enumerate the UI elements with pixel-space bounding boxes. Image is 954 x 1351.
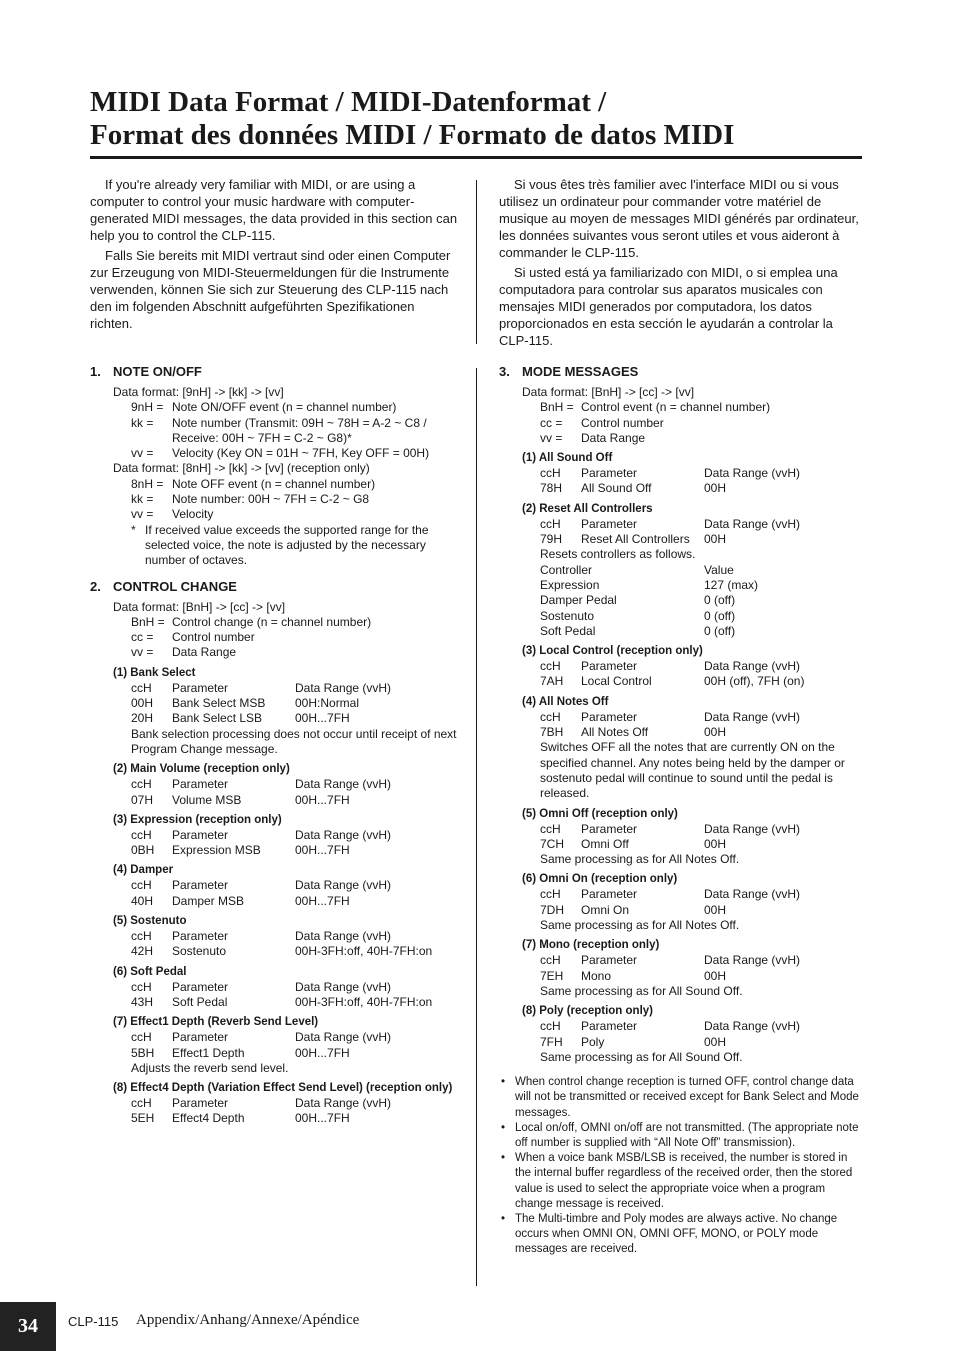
definition-value: Control number [581,415,664,430]
cell-parameter: Sostenuto [172,944,227,959]
definition-row [131,477,458,492]
cell-parameter: All Sound Off [581,481,652,496]
definition-list [131,615,458,661]
definition-key: kk = [131,492,154,507]
subsection-title: (1) Bank Select [113,666,196,679]
bullet-text: When control change reception is turned OFF, control change data will not be transmitted or received except for Bank Select and Mode messages. [515,1076,859,1119]
footer-model: CLP-115 [68,1314,119,1329]
table-row [540,903,863,918]
item-note: Switches OFF all the notes that are currently ON on the specified channel. Any notes being held by the damper or sostenuto pedal will continue to sound until the pedal is released. [540,740,845,801]
footnote [131,523,458,569]
intro-german: Falls Sie bereits mit MIDI vertraut sind oder einen Computer zur Erzeugung von MIDI-Steuermeldungen für die Instrumente verwenden, können Sie sich zur Steuerung des CLP-115 nach den im folgenden Abschnitt aufgeführten Spezifikationen richten. [90,248,451,331]
cell-parameter: Bank Select LSB [172,711,263,726]
item-note: Same processing as for All Sound Off. [540,983,743,998]
definition-row [131,446,458,461]
cell-data-range: 00H:Normal [295,696,360,711]
subsection-title: (6) Omni On (reception only) [522,873,678,886]
table-row [540,481,863,496]
cell-parameter: Effect4 Depth [172,1111,245,1126]
column-header: ccH [131,777,152,792]
column-header: ccH [131,1096,152,1111]
cell-control-number: 43H [131,994,154,1009]
section-title: NOTE ON/OFF [113,364,202,379]
table-header [540,1019,863,1034]
data-format: Data format: [8nH] -> [kk] -> [vv] (reception only) [113,461,370,476]
notes-list [499,1075,863,1257]
column-header: Data Range (vvH) [704,659,801,674]
data-format: Data format: [9nH] -> [kk] -> [vv] [113,385,284,399]
cell-control-number: 42H [131,944,154,959]
column-header: ccH [131,929,152,944]
table-row [131,995,458,1010]
cell-control-number: 7EH [540,968,564,983]
title-line-2: Format des données MIDI / Formato de datos MIDI [90,119,735,151]
column-header: Data Range (vvH) [295,680,392,695]
column-header: ccH [540,1019,561,1034]
cell-control-number: 5BH [131,1045,155,1060]
bullet-item [499,1121,863,1151]
subsection-title: (5) Sostenuto [113,915,187,928]
cell-parameter: Bank Select MSB [172,696,266,711]
intro-left [90,176,458,335]
column-header: Data Range (vvH) [704,953,801,968]
column-header: Parameter [581,659,638,674]
column-header: Data Range (vvH) [295,1030,392,1045]
cell-parameter: Omni Off [581,836,629,851]
column-header: Parameter [172,878,229,893]
section-number: 1. [90,364,101,379]
bullet-mark: • [501,1152,506,1165]
definition-value: Note ON/OFF event (n = channel number) [172,400,397,415]
intro-spanish: Si usted está ya familiarizado con MIDI, o si emplea una computadora para controlar sus aparatos musicales con mensajes MIDI generados por computadora, los datos proporcionados en esta sección le ayudarán a controlar la CLP-115. [499,265,838,348]
section-number: 3. [499,364,510,379]
table-row [131,894,458,909]
definition-key: cc = [540,415,563,430]
mode-message-items [499,451,863,1065]
definition-key: cc = [131,630,154,645]
column-header: ccH [131,878,152,893]
definition-value: Control change (n = channel number) [172,614,372,629]
table-row [540,969,863,984]
column-header: Parameter [172,777,229,792]
definition-key: BnH = [131,614,165,629]
cell-data-range: 00H...7FH [295,1045,350,1060]
controller-value: 0 (off) [704,608,736,623]
column-header: ccH [540,887,561,902]
column-header: Data Range (vvH) [295,929,392,944]
definition-value: Velocity [172,507,214,522]
definition-value: Control event (n = channel number) [581,400,771,415]
definition-value: Control number [172,630,255,645]
subsection-title: (3) Local Control (reception only) [522,645,703,658]
definition-value: Note OFF event (n = channel number) [172,476,376,491]
table-row [131,793,458,808]
definition-value: Note number: 00H ~ 7FH = C-2 ~ G8 [172,492,370,507]
title-rule [90,156,862,159]
definition-list [131,477,458,523]
cell-control-number: 7DH [540,902,565,917]
page-number: 34 [0,1302,56,1351]
table-row [131,1111,458,1126]
cell-control-number: 7BH [540,725,564,740]
table-header [540,710,863,725]
definition-key: BnH = [540,400,574,415]
controller-row [540,563,863,578]
footer-section: Appendix/Anhang/Annexe/Apéndice [136,1312,360,1328]
subsection-title: (3) Expression (reception only) [113,813,282,826]
definition-row [131,400,458,415]
table-header [131,878,458,893]
column-header: Parameter [172,680,229,695]
column-header: ccH [131,1030,152,1045]
cell-control-number: 78H [540,481,563,496]
right-column [499,364,863,1258]
bullet-text: The Multi-timbre and Poly modes are always active. No change occurs when OMNI ON, OMNI OFF, MONO, or POLY mode messages are received. [515,1212,838,1256]
definition-row [131,492,458,507]
column-header: Data Range (vvH) [295,878,392,893]
table-header [131,1030,458,1045]
cell-parameter: All Notes Off [581,725,649,740]
bullet-item [499,1075,863,1121]
cell-control-number: 5EH [131,1111,155,1126]
controller-name: Sostenuto [540,608,595,623]
definition-key: vv = [131,507,154,522]
cell-control-number: 7AH [540,674,564,689]
cell-control-number: 00H [131,696,154,711]
cell-data-range: 00H [704,481,727,496]
item-note: Resets controllers as follows. [540,547,696,562]
table-header [131,777,458,792]
cell-parameter: Effect1 Depth [172,1045,245,1060]
table-row [540,532,863,547]
definition-value: Note number (Transmit: 09H ~ 78H = A-2 ~ C8 / Receive: 00H ~ 7FH = C-2 ~ G8)* [172,415,427,445]
section-heading-note-on-off [90,364,458,380]
cell-parameter: Poly [581,1034,605,1049]
column-header: ccH [540,953,561,968]
cell-control-number: 07H [131,792,154,807]
cell-data-range: 00H [704,836,727,851]
controller-row [540,624,863,639]
footnote-mark: * [131,522,136,537]
table-row [131,696,458,711]
column-header: Parameter [172,827,229,842]
definition-row [131,615,458,630]
controller-row [540,609,863,624]
cell-parameter: Damper MSB [172,893,245,908]
subsection-title: (4) All Notes Off [522,695,609,708]
cell-data-range: 00H...7FH [295,1111,350,1126]
controller-value: 0 (off) [704,623,736,638]
column-header: Data Range (vvH) [704,709,801,724]
controller-name: Soft Pedal [540,623,596,638]
left-column [90,364,458,1127]
data-format: Data format: [BnH] -> [cc] -> [vv] [113,599,286,614]
subsection-title: (8) Poly (reception only) [522,1005,653,1018]
controller-name: Controller [540,562,593,577]
page-title [90,86,862,152]
bullet-mark: • [501,1076,506,1089]
column-header: Parameter [172,1030,229,1045]
column-header: Parameter [581,887,638,902]
data-format: Data format: [BnH] -> [cc] -> [vv] [522,385,695,399]
definition-key: vv = [131,446,154,461]
table-header [131,1096,458,1111]
table-row [540,674,863,689]
bullet-item [499,1212,863,1258]
column-header: Data Range (vvH) [295,979,392,994]
column-header: ccH [540,466,561,481]
column-header: Parameter [581,821,638,836]
cell-data-range: 00H [704,968,727,983]
bullet-mark: • [501,1121,506,1134]
intro-right [499,176,863,352]
subsection-title: (6) Soft Pedal [113,965,187,978]
column-divider [476,368,477,1286]
definition-list [540,400,863,446]
table-row [540,837,863,852]
section-number: 2. [90,578,101,594]
column-header: Parameter [172,979,229,994]
cell-control-number: 7FH [540,1034,563,1049]
controller-value: 127 (max) [704,577,759,592]
definition-value: Velocity (Key ON = 01H ~ 7FH, Key OFF = 00H) [172,446,430,461]
cell-data-range: 00H...7FH [295,893,350,908]
table-header [540,953,863,968]
definition-row [131,630,458,645]
item-note: Bank selection processing does not occur until receipt of next Program Change message. [131,726,457,756]
cell-parameter: Expression MSB [172,843,261,858]
item-note: Same processing as for All Notes Off. [540,852,740,867]
table-header [131,929,458,944]
cell-data-range: 00H...7FH [295,711,350,726]
definition-key: vv = [540,430,563,445]
subsection-title: (1) All Sound Off [522,452,613,465]
bullet-text: When a voice bank MSB/LSB is received, the number is stored in the internal buffer regardless of the received order, then the stored value is used to select the appropriate voice when a program change message is received. [515,1152,853,1210]
column-header: ccH [540,821,561,836]
table-row [540,1035,863,1050]
definition-key: 8nH = [131,476,164,491]
cell-data-range: 00H...7FH [295,792,350,807]
definition-row [131,507,458,522]
column-header: Data Range (vvH) [704,887,801,902]
definition-row [540,431,863,446]
cell-parameter: Mono [581,968,612,983]
cell-control-number: 79H [540,532,563,547]
controller-row [540,578,863,593]
column-header: Parameter [581,1019,638,1034]
controller-row [540,593,863,608]
cell-data-range: 00H [704,1034,727,1049]
column-header: Parameter [581,953,638,968]
column-header: ccH [131,827,152,842]
table-row [131,944,458,959]
column-header: Parameter [581,466,638,481]
cell-data-range: 00H [704,532,727,547]
table-row [131,711,458,726]
column-header: Data Range (vvH) [704,466,801,481]
column-header: ccH [131,680,152,695]
bullet-mark: • [501,1212,506,1225]
cell-control-number: 0BH [131,843,155,858]
cell-data-range: 00H [704,902,727,917]
table-row [131,1046,458,1061]
controller-name: Damper Pedal [540,593,617,608]
table-header [540,887,863,902]
definition-key: vv = [131,645,154,660]
cell-parameter: Reset All Controllers [581,532,690,547]
column-header: Parameter [581,709,638,724]
subsection-title: (2) Reset All Controllers [522,502,653,515]
cell-parameter: Omni On [581,902,630,917]
column-header: Data Range (vvH) [295,827,392,842]
definition-row [131,645,458,660]
cell-data-range: 00H-3FH:off, 40H-7FH:on [295,944,433,959]
bullet-item [499,1151,863,1212]
subsection-title: (2) Main Volume (reception only) [113,763,290,776]
item-note: Adjusts the reverb send level. [131,1060,289,1075]
subsection-title: (4) Damper [113,864,174,877]
table-header [540,466,863,481]
section-heading-mode-messages [499,364,863,380]
table-header [540,659,863,674]
section-title: CONTROL CHANGE [113,578,237,594]
cell-parameter: Volume MSB [172,792,242,807]
table-header [540,517,863,532]
subsection-title: (5) Omni Off (reception only) [522,807,678,820]
column-header: Data Range (vvH) [295,777,392,792]
definition-row [131,416,458,447]
cell-control-number: 7CH [540,836,565,851]
column-header: ccH [131,979,152,994]
subsection-title: (7) Mono (reception only) [522,939,660,952]
column-header: ccH [540,659,561,674]
footnote-text: If received value exceeds the supported range for the selected voice, the note is adjusted by the necessary number of octaves. [145,522,429,568]
definition-list [131,400,458,461]
table-header [131,828,458,843]
section-heading-control-change [90,579,458,595]
controller-value: 0 (off) [704,593,736,608]
cell-control-number: 20H [131,711,154,726]
section-title: MODE MESSAGES [522,364,639,379]
cell-control-number: 40H [131,893,154,908]
definition-key: kk = [131,415,154,430]
column-header: Parameter [172,1096,229,1111]
cell-data-range: 00H (off), 7FH (on) [704,674,805,689]
intro-english: If you're already very familiar with MIDI, or are using a computer to control your music hardware with computer-generated MIDI messages, the data provided in this section can help you to control the CLP-115. [90,177,458,243]
column-header: Data Range (vvH) [704,516,801,531]
column-header: Parameter [172,929,229,944]
subsection-title: (7) Effect1 Depth (Reverb Send Level) [113,1016,319,1029]
item-note: Same processing as for All Sound Off. [540,1049,743,1064]
column-header: Data Range (vvH) [295,1096,392,1111]
item-note: Same processing as for All Notes Off. [540,918,740,933]
intro-divider [476,180,477,344]
cell-data-range: 00H [704,725,727,740]
cell-parameter: Local Control [581,674,652,689]
intro-french: Si vous êtes très familier avec l'interface MIDI ou si vous utilisez un ordinateur pour commander votre matériel de musique au moyen de messages MIDI générés par ordinateur, les données suivantes vous seront utiles et vous aideront à commander le CLP-115. [499,177,859,260]
cell-parameter: Soft Pedal [172,994,228,1009]
table-header [540,822,863,837]
column-header: Data Range (vvH) [704,821,801,836]
column-header: ccH [540,516,561,531]
column-header: Parameter [581,516,638,531]
cell-data-range: 00H-3FH:off, 40H-7FH:on [295,994,433,1009]
column-header: Data Range (vvH) [704,1019,801,1034]
subsection-title: (8) Effect4 Depth (Variation Effect Send Level) (reception only) [113,1082,453,1095]
definition-value: Data Range [172,645,237,660]
definition-key: 9nH = [131,400,164,415]
table-row [131,843,458,858]
table-header [131,980,458,995]
bullet-text: Local on/off, OMNI on/off are not transmitted. (The appropriate note off number is supplied with “All Note Off” transmission). [515,1121,859,1149]
title-line-1: MIDI Data Format / MIDI-Datenformat / [90,86,607,118]
table-header [131,681,458,696]
table-row [540,725,863,740]
definition-row [540,400,863,415]
controller-value: Value [704,562,734,577]
definition-row [540,416,863,431]
controller-name: Expression [540,577,600,592]
cell-data-range: 00H...7FH [295,843,350,858]
control-change-items [90,666,458,1127]
definition-value: Data Range [581,430,646,445]
column-header: ccH [540,709,561,724]
